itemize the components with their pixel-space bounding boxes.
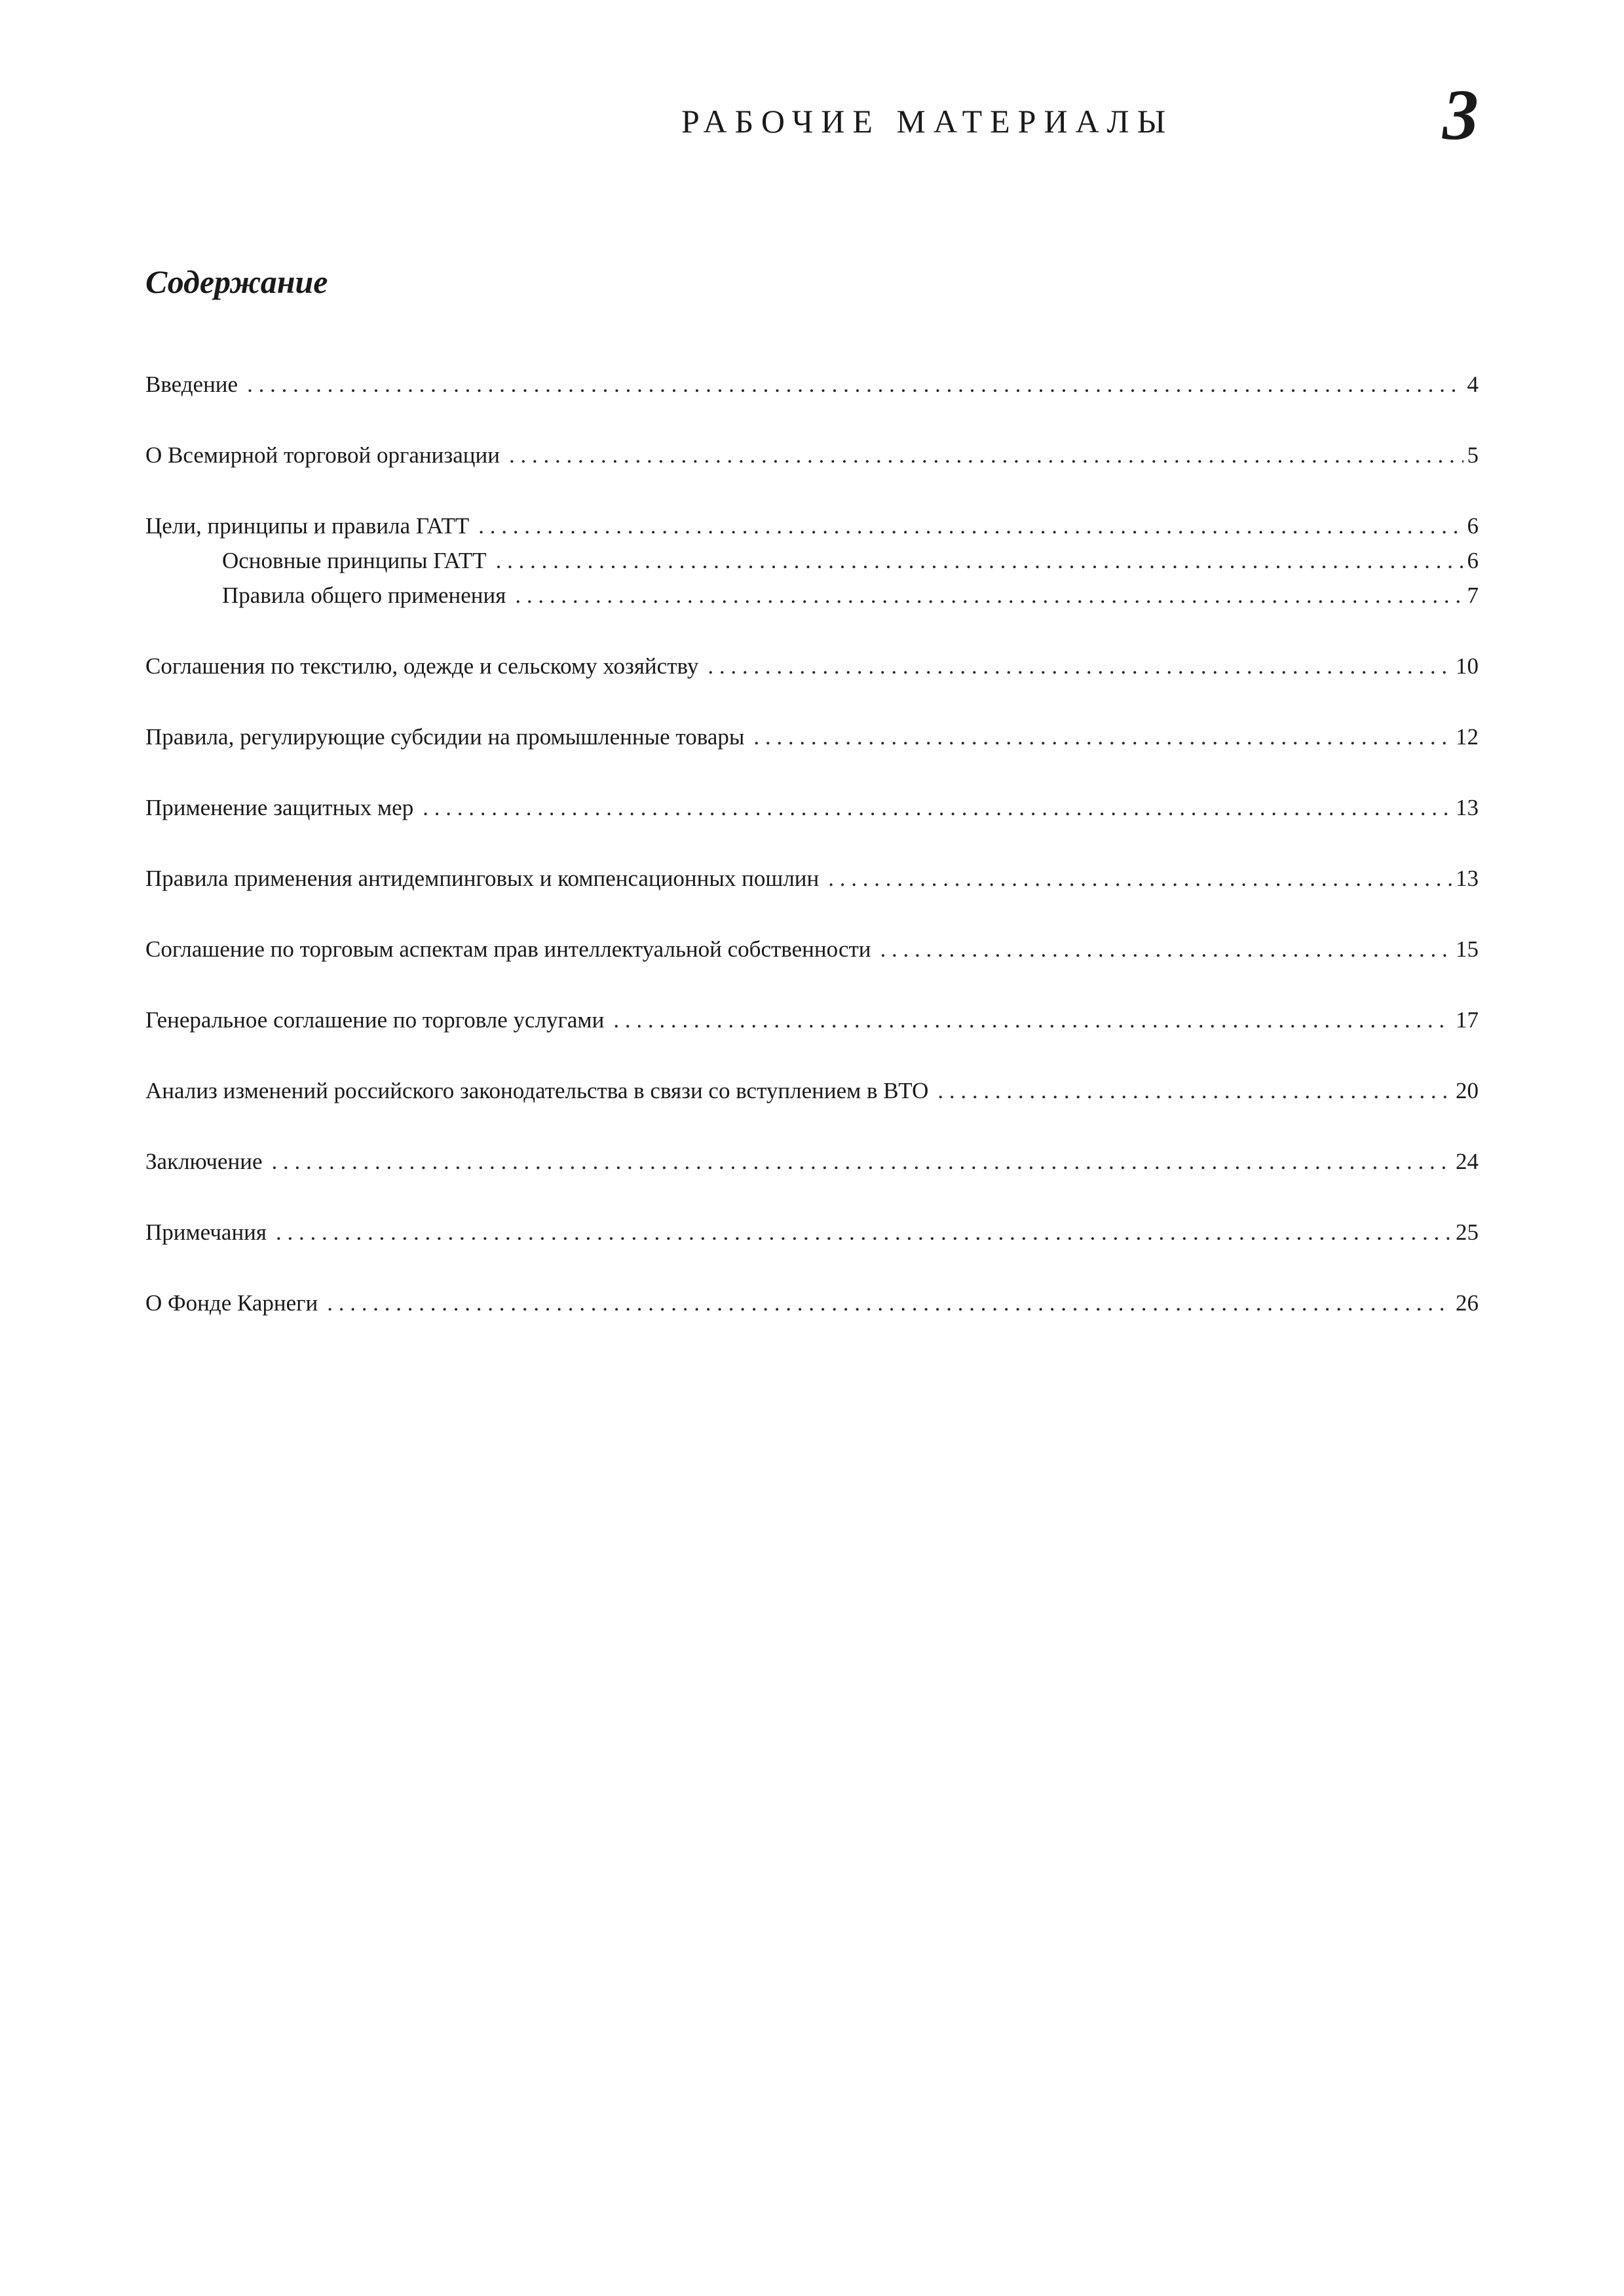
dot-leader (828, 861, 1452, 896)
toc-group (145, 649, 1479, 683)
toc-group (145, 367, 1479, 402)
toc-entry-title: Правила применения антидемпинговых и компенсационных пошлин (145, 866, 820, 891)
toc-entry-page: 10 (1456, 653, 1479, 679)
toc-entry-title: Соглашение по торговым аспектам прав интеллектуальной собственности (145, 936, 871, 962)
toc-entry-page: 6 (1467, 548, 1479, 573)
dot-leader (327, 1286, 1452, 1320)
toc-group (145, 1073, 1479, 1108)
toc-entry-page: 20 (1456, 1078, 1479, 1103)
toc-group (145, 790, 1479, 825)
dot-leader (708, 649, 1452, 683)
toc-entry-title: Анализ изменений российского законодательства в связи со вступлением в ВТО (145, 1078, 929, 1103)
toc-entry-title: Заключение (145, 1149, 263, 1174)
toc-entry-page: 26 (1456, 1290, 1479, 1316)
dot-leader (423, 790, 1452, 825)
toc-group (145, 719, 1479, 754)
toc-entry-page: 12 (1456, 724, 1479, 750)
toc-entry-trips[interactable] (145, 932, 1479, 966)
toc-entry-carnegie[interactable] (145, 1286, 1479, 1320)
toc-entry-about-wto[interactable] (145, 438, 1479, 472)
toc-entry-page: 13 (1456, 866, 1479, 891)
dot-leader (753, 719, 1452, 754)
toc-entry-gats[interactable] (145, 1003, 1479, 1037)
running-head: РАБОЧИЕ МАТЕРИАЛЫ (681, 103, 1174, 140)
toc-entry-page: 5 (1467, 442, 1479, 468)
toc-entry-title: Применение защитных мер (145, 795, 414, 820)
dot-leader (496, 543, 1463, 578)
toc-entry-title: О Фонде Карнеги (145, 1290, 318, 1316)
toc-group (145, 438, 1479, 472)
toc-entry-introduction[interactable] (145, 367, 1479, 402)
toc-entry-russian-law-analysis[interactable] (145, 1073, 1479, 1108)
toc-group (145, 932, 1479, 966)
toc-entry-notes[interactable] (145, 1215, 1479, 1250)
table-of-contents (145, 367, 1479, 1356)
toc-entry-title: Генеральное соглашение по торговле услугами (145, 1007, 605, 1033)
toc-group (145, 1215, 1479, 1250)
dot-leader (276, 1215, 1452, 1250)
toc-group (145, 508, 1479, 613)
toc-entry-title: Примечания (145, 1219, 267, 1245)
toc-group (145, 1144, 1479, 1179)
toc-group (145, 1286, 1479, 1320)
toc-heading: Содержание (145, 263, 328, 300)
page-number: 3 (1443, 75, 1479, 155)
dot-leader (613, 1003, 1452, 1037)
toc-entry-conclusion[interactable] (145, 1144, 1479, 1179)
toc-entry-page: 17 (1456, 1007, 1479, 1033)
toc-entry-title: Цели, принципы и правила ГАТТ (145, 513, 470, 539)
toc-entry-gatt-goals[interactable] (145, 508, 1479, 543)
dot-leader (880, 932, 1452, 966)
toc-entry-safeguards[interactable] (145, 790, 1479, 825)
dot-leader (247, 367, 1463, 402)
toc-entry-title: Правила, регулирующие субсидии на промышленные товары (145, 724, 745, 750)
dot-leader (509, 438, 1463, 472)
toc-entry-title: Соглашения по текстилю, одежде и сельскому хозяйству (145, 653, 699, 679)
toc-group (145, 1003, 1479, 1037)
toc-entry-title: Основные принципы ГАТТ (222, 548, 487, 573)
toc-entry-page: 7 (1467, 583, 1479, 608)
toc-entry-page: 25 (1456, 1219, 1479, 1245)
toc-entry-page: 6 (1467, 513, 1479, 539)
dot-leader (515, 578, 1463, 613)
toc-entry-page: 4 (1467, 372, 1479, 397)
dot-leader (937, 1073, 1452, 1108)
toc-entry-textiles[interactable] (145, 649, 1479, 683)
dot-leader (478, 508, 1463, 543)
toc-entry-page: 13 (1456, 795, 1479, 820)
toc-entry-antidumping[interactable] (145, 861, 1479, 896)
toc-entry-title: О Всемирной торговой организации (145, 442, 500, 468)
toc-entry-title: Правила общего применения (222, 583, 506, 608)
toc-entry-page: 24 (1456, 1149, 1479, 1174)
toc-entry-subsidies[interactable] (145, 719, 1479, 754)
toc-subentry-gatt-principles[interactable] (145, 543, 1479, 578)
dot-leader (272, 1144, 1452, 1179)
toc-entry-page: 15 (1456, 936, 1479, 962)
toc-subentry-general-rules[interactable] (145, 578, 1479, 613)
toc-entry-title: Введение (145, 372, 238, 397)
toc-group (145, 861, 1479, 896)
